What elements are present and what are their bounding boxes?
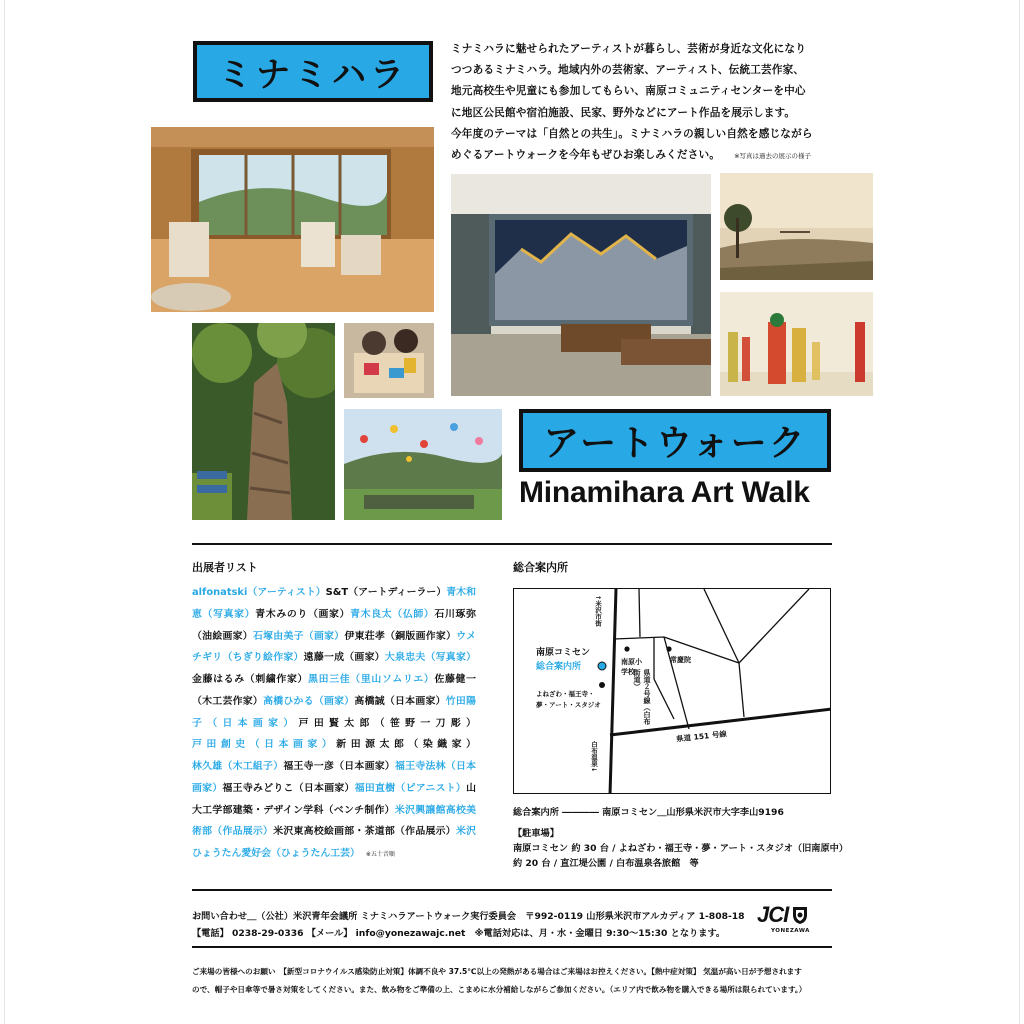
intro-line: ミナミハラに魅せられたアーティストが暮らし、芸術が身近な文化になり	[451, 43, 807, 55]
exhibitor-item: 高橋ひかる（画家）	[263, 695, 355, 707]
map-road-minor	[654, 679, 674, 719]
jci-emblem-icon	[791, 905, 809, 925]
exhibitor-item: 山大工学部建築・デザイン学科（ベンチ制作）	[192, 782, 476, 816]
page-edge-right	[1019, 0, 1020, 1024]
map-label-to-yonezawa: ↑米沢市街	[594, 595, 602, 627]
map-road-minor	[704, 589, 739, 663]
map-road-minor	[739, 589, 809, 663]
map-road-minor	[739, 663, 744, 717]
map-label-center: 南原コミセン	[536, 648, 591, 658]
title-art-walk-text: アートウォーク	[543, 423, 807, 464]
map-marker-temple	[666, 646, 671, 651]
map-label-temple: 常慶院	[670, 656, 691, 664]
map-road-minor	[614, 637, 664, 639]
intro-text	[451, 39, 843, 167]
map-label-to-shirabu: 白布温泉↓	[590, 741, 598, 773]
intro-line: つつあるミナミハラ。地域内外の芸術家、アーティスト、伝統工芸作家、	[451, 64, 805, 77]
map-label-road-2: 県道２号線（白布街道）	[633, 669, 651, 725]
title-art-walk	[519, 409, 831, 472]
exhibitor-item: 米沢ひょうたん愛好会（ひょうたん工芸）	[192, 826, 476, 859]
intro-line: 今年度のテーマは「自然との共生」。ミナミハラの親しい自然を感じながら	[451, 127, 813, 140]
access-map	[513, 588, 831, 794]
exhibitor-item: 金藤はるみ（刺繍作家）	[192, 674, 309, 685]
title-english: Minamihara Art Walk	[519, 476, 810, 509]
section-divider-bottom	[192, 889, 832, 891]
info-address: 総合案内所 ―――― 南原コミセン＿山形県米沢市大字李山9196	[513, 807, 784, 818]
exhibitor-item: 福王寺一彦（日本画家）	[283, 761, 396, 772]
title-minamihara-text: ミナミハラ	[218, 55, 408, 95]
exhibitor-order-note: ※五十音順	[365, 851, 395, 858]
exhibitor-item: 林久雄（木工組子）	[192, 761, 284, 772]
exhibitor-item: 米沢興譲館高校美術部（作品展示）	[192, 804, 476, 838]
intro-line	[451, 145, 843, 167]
info-heading: 総合案内所	[513, 561, 568, 574]
exhibitor-item: 大泉忠夫（写真家）	[384, 652, 476, 664]
map-label-school: 南原小学校	[621, 658, 642, 676]
map-road-main	[610, 589, 616, 794]
exhibitor-item: alfonatski（アーティスト）	[192, 587, 326, 598]
exhibitor-item: 竹田陽子（日本画家）	[192, 695, 476, 729]
parking-heading: 【駐車場】	[513, 828, 559, 839]
exhibitor-item: ウメチギリ（ちぎり絵作家）	[192, 630, 476, 664]
intro-line-last: めぐるアートウォークを今年もぜひお楽しみください。	[451, 149, 721, 162]
exhibitor-item: 石川琢弥（油絵画家）	[192, 608, 476, 642]
exhibitor-item: 米沢東高校絵画部・茶道部（作品展示）	[273, 826, 456, 838]
photo-mountain-painting	[451, 174, 711, 396]
map-marker-studio	[599, 682, 605, 688]
exhibitor-list	[192, 582, 476, 866]
map-road-minor	[639, 589, 640, 637]
exhibitor-item: 黒田三佳（里山ソムリエ）	[308, 674, 435, 685]
intro-line: 地元高校生や児童にも参加してもらい、南原コミュニティセンターを中心	[451, 85, 806, 98]
photo-note: ※写真は過去の展示の様子	[734, 152, 812, 161]
map-marker-school	[624, 646, 629, 651]
jci-logo-text: JCI	[757, 902, 789, 927]
exhibitor-item: 戸田賢太郎（笹野一刀彫）	[298, 717, 476, 729]
photo-children-art	[344, 323, 434, 398]
section-divider-footer	[192, 946, 832, 948]
photo-sunset-view	[720, 173, 873, 280]
exhibitor-item: 青木良太（仏師）	[350, 608, 435, 620]
notice-line-2: ので、帽子や日傘等で暑さ対策をしてください。また、飲み物をご準備の上、こまめに水分補給しながらご参加ください。（エリア内で飲み物を購入できる場所は限られています。）	[192, 985, 807, 994]
exhibitor-item: 福王寺みどりこ（日本画家）	[222, 782, 355, 794]
section-divider-top	[192, 543, 832, 545]
title-minamihara	[193, 41, 433, 102]
parking-line-2: 約 20 台 / 直江堤公園 / 白布温泉各旅館 等	[513, 858, 699, 869]
contact-line-1: お問い合わせ＿（公社）米沢青年会議所 ミナミハラアートウォーク実行委員会 〒992-0119 山形県米沢市アルカディア 1-808-18	[192, 911, 745, 922]
exhibitor-item: 高橋誠（日本画家）	[354, 695, 446, 707]
contact-line-2: 【電話】 0238-29-0336 【メール】 info@yonezawajc.net ※電話対応は、月・水・金曜日 9:30〜15:30 となります。	[192, 928, 726, 939]
photo-figures	[720, 292, 873, 396]
exhibitor-item: 新田源太郎（染織家）	[336, 739, 476, 751]
exhibitor-item: 福田直樹（ピアニスト）	[354, 782, 467, 794]
map-marker-center	[598, 662, 606, 670]
photo-giant-tree	[192, 323, 335, 520]
map-label-studio: よねざわ・福王寺・夢・アート・スタジオ	[536, 690, 601, 709]
exhibitors-heading: 出展者リスト	[192, 561, 258, 574]
exhibitor-item: 福王寺法林（日本画家）	[192, 761, 476, 794]
exhibitor-item: 佐藤健一（木工芸作家）	[192, 674, 476, 707]
exhibitor-item: S&T（アートディーラー）	[325, 587, 447, 598]
photo-balloons-event	[344, 409, 502, 520]
photo-gallery-room	[151, 127, 434, 312]
exhibitor-item: 戸田創史（日本画家）	[192, 739, 337, 751]
jci-logo-sub: YONEZAWA	[771, 928, 810, 934]
exhibitor-item: 石塚由美子（画家）	[252, 630, 345, 642]
page-edge-left	[4, 0, 5, 1024]
notice-line-1: ご来場の皆様へのお願い 【新型コロナウイルス感染防止対策】体調不良や 37.5℃以上の発熱がある場合はご来場はお控えください。【熱中症対策】 気温が高い日が予想されます	[192, 967, 802, 976]
exhibitor-item: 伊東荘孝（銅版画作家）	[344, 630, 457, 642]
exhibitor-item: 青木和恵（写真家）	[192, 587, 476, 620]
exhibitor-item: 青木みのり（画家）	[255, 608, 351, 620]
map-label-road-151: 県道 151 号線	[675, 729, 728, 744]
intro-line: に地区公民館や宿泊施設、民家、野外などにアート作品を展示します。	[451, 106, 796, 119]
map-label-center-sub: 総合案内所	[536, 662, 582, 672]
jci-logo	[757, 902, 809, 928]
parking-line-1: 南原コミセン 約 30 台 / よねざわ・福王寺・夢・アート・スタジオ（旧南原中）	[513, 843, 849, 854]
exhibitor-item: 遠藤一成（画家）	[303, 652, 385, 664]
